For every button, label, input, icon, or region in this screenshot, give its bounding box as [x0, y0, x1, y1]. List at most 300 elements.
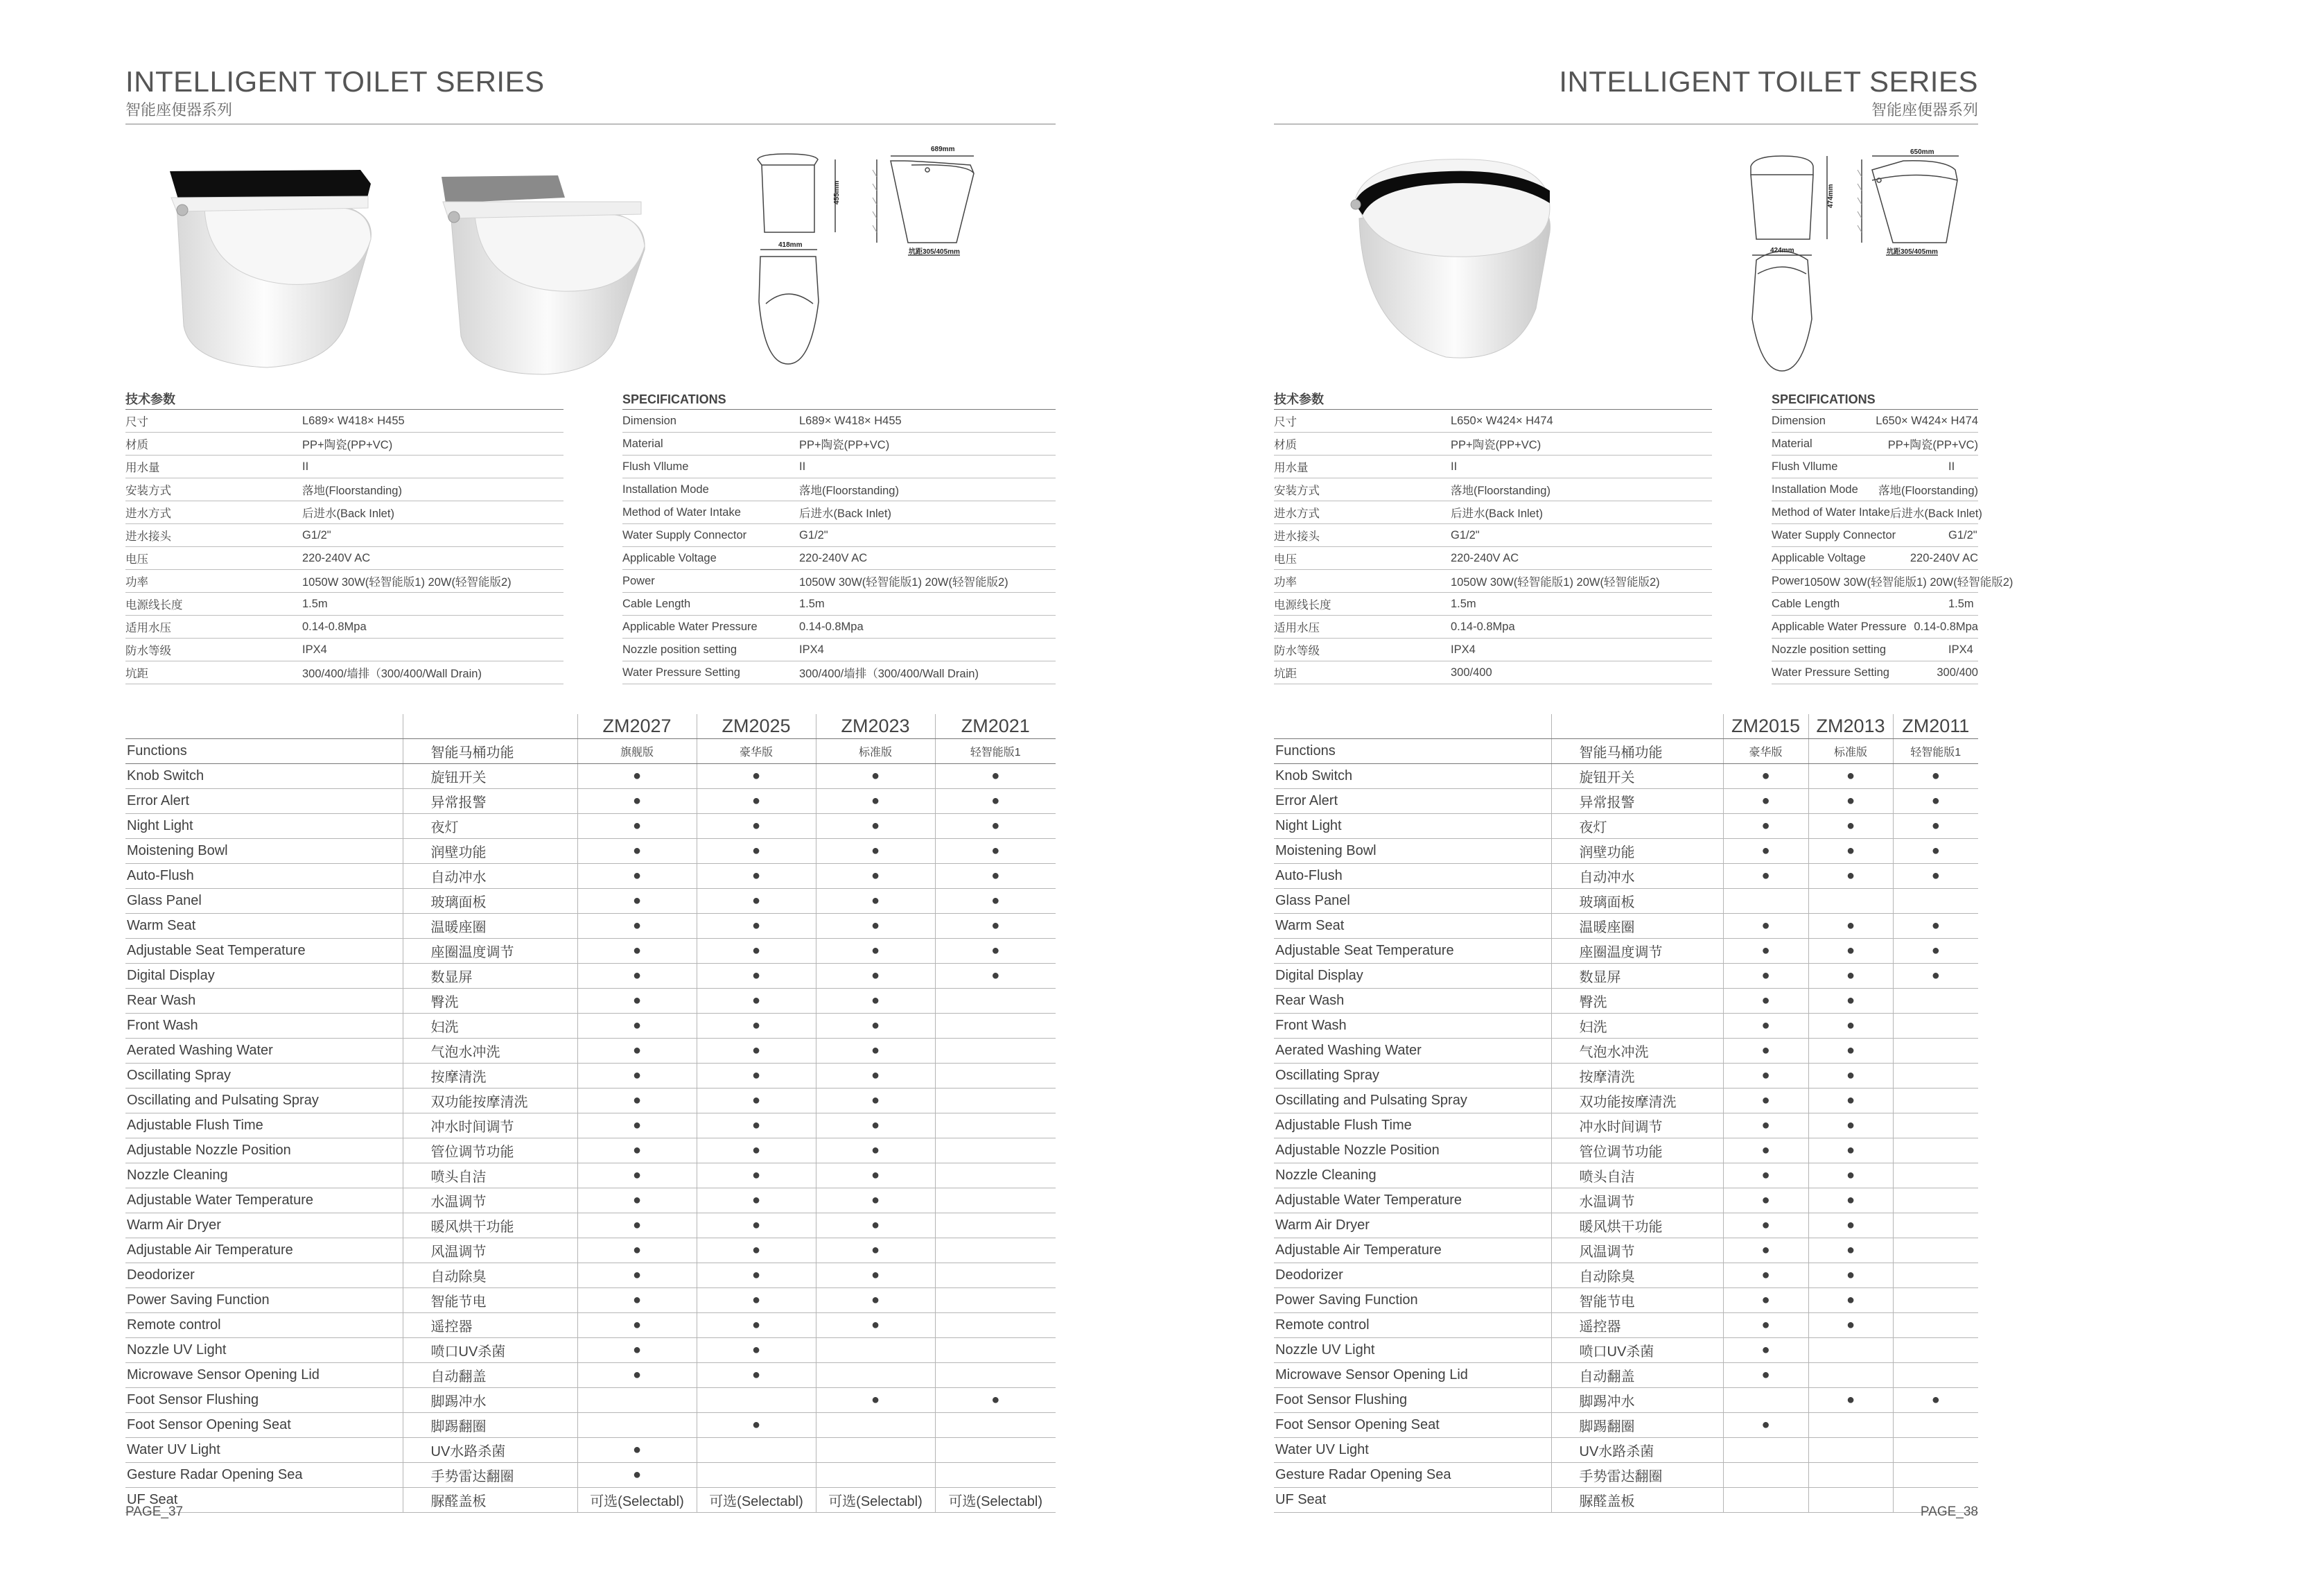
availability-mark: ● — [697, 1138, 816, 1163]
function-name-cn: 润壁功能 — [403, 839, 577, 864]
model-header-row — [1274, 714, 1978, 739]
function-name-cn: 智能节电 — [403, 1288, 577, 1313]
availability-mark: ● — [1723, 964, 1808, 989]
availability-mark: ● — [577, 889, 697, 914]
availability-mark: ● — [577, 1263, 697, 1288]
function-name-cn: 管位调节功能 — [403, 1138, 577, 1163]
availability-mark — [816, 1463, 935, 1488]
function-table — [1274, 714, 1978, 1513]
availability-mark: ● — [816, 1089, 935, 1113]
spec-row — [125, 616, 563, 639]
spec-key: Dimension — [1772, 414, 1826, 427]
spec-key: 适用水压 — [125, 622, 171, 634]
spec-value: G1/2" — [1451, 528, 1480, 541]
availability-mark: ● — [1808, 764, 1893, 789]
availability-mark: ● — [697, 1288, 816, 1313]
spec-value: 300/400/墙排（300/400/Wall Drain) — [799, 668, 979, 680]
spec-row — [125, 547, 563, 570]
availability-mark: ● — [697, 1113, 816, 1138]
availability-mark: ● — [1808, 839, 1893, 864]
availability-mark: ● — [697, 1363, 816, 1388]
availability-mark: ● — [1808, 964, 1893, 989]
availability-mark — [1723, 1388, 1808, 1413]
version-name: 豪华版 — [1723, 739, 1808, 764]
dim-height-label: 474mm — [1827, 184, 1835, 208]
availability-mark: ● — [1808, 814, 1893, 839]
page-number: PAGE_38 — [1920, 1504, 1978, 1519]
availability-mark — [1808, 1413, 1893, 1438]
function-name-cn: 数显屏 — [1551, 964, 1723, 989]
availability-mark: ● — [816, 839, 935, 864]
spec-value: 后进水(Back Inlet) — [1451, 508, 1543, 520]
function-name: Nozzle Cleaning — [1274, 1163, 1551, 1188]
function-name: Foot Sensor Opening Seat — [125, 1413, 403, 1438]
spec-key: 电源线长度 — [125, 599, 183, 612]
version-name: 豪华版 — [697, 739, 816, 764]
availability-mark: ● — [816, 1163, 935, 1188]
function-name-cn: 温暖座圈 — [403, 914, 577, 939]
function-name-cn: 风温调节 — [1551, 1238, 1723, 1263]
spec-key: Power — [1772, 574, 1804, 587]
function-name: UF Seat — [125, 1488, 403, 1513]
availability-mark: ● — [1723, 1039, 1808, 1064]
availability-mark: ● — [1723, 1313, 1808, 1338]
availability-mark — [816, 1438, 935, 1463]
blank-cell — [403, 714, 577, 739]
functions-header-cn: 智能马桶功能 — [1551, 739, 1723, 764]
availability-mark — [816, 1338, 935, 1363]
function-row — [125, 914, 1056, 939]
catalog-page-right — [1162, 0, 2323, 1587]
spec-key: Installation Mode — [622, 483, 709, 496]
availability-mark: ● — [1723, 1338, 1808, 1363]
availability-mark: ● — [1893, 939, 1978, 964]
function-row — [125, 1014, 1056, 1039]
availability-mark: ● — [697, 864, 816, 889]
spec-key: Flush Vllume — [1772, 460, 1838, 473]
availability-mark — [1893, 1238, 1978, 1263]
function-row — [125, 1488, 1056, 1513]
spec-row — [1772, 524, 1978, 547]
availability-mark: ● — [1808, 1113, 1893, 1138]
function-name-cn: 管位调节功能 — [1551, 1138, 1723, 1163]
function-row — [1274, 1138, 1978, 1163]
function-row — [125, 764, 1056, 789]
availability-mark — [577, 1413, 697, 1438]
spec-key: 防水等级 — [1274, 645, 1320, 657]
function-name-cn: 冲水时间调节 — [403, 1113, 577, 1138]
function-name-cn: 暖风烘干功能 — [1551, 1213, 1723, 1238]
availability-mark — [1893, 1138, 1978, 1163]
availability-mark: ● — [697, 1413, 816, 1438]
function-name: Adjustable Nozzle Position — [1274, 1138, 1551, 1163]
spec-row — [1274, 524, 1712, 547]
availability-mark — [1893, 989, 1978, 1014]
spec-value: G1/2" — [302, 528, 331, 541]
function-name-cn: 润壁功能 — [1551, 839, 1723, 864]
version-name: 标准版 — [1808, 739, 1893, 764]
spec-row — [1772, 456, 1978, 478]
function-row — [1274, 1113, 1978, 1138]
header-rule — [125, 123, 1056, 125]
availability-mark — [935, 1263, 1056, 1288]
spec-value: IPX4 — [799, 643, 824, 656]
spec-key: Dimension — [622, 414, 676, 427]
spec-value: 1.5m — [1451, 597, 1476, 610]
spec-key: 进水接头 — [125, 530, 171, 543]
function-name: Foot Sensor Flushing — [1274, 1388, 1551, 1413]
page-subtitle: 智能座便器系列 — [1871, 101, 1978, 119]
spec-value: II — [1948, 460, 1955, 473]
spec-value: IPX4 — [302, 643, 327, 656]
function-row — [1274, 1313, 1978, 1338]
spec-heading: 技术参数 — [125, 390, 563, 410]
toilet-photo-round — [1342, 149, 1571, 371]
availability-mark: ● — [1808, 914, 1893, 939]
spec-table-en — [1772, 390, 2013, 684]
spec-row — [125, 661, 563, 684]
page-subtitle: 智能座便器系列 — [125, 101, 233, 119]
blank-cell — [1551, 714, 1723, 739]
availability-mark — [1893, 1014, 1978, 1039]
spec-value: L689× W418× H455 — [302, 414, 405, 427]
function-row — [125, 1138, 1056, 1163]
spec-key: Applicable Voltage — [622, 551, 717, 564]
function-name: Rear Wash — [1274, 989, 1551, 1014]
availability-mark — [1893, 1313, 1978, 1338]
availability-mark: ● — [577, 939, 697, 964]
spec-key: Cable Length — [1772, 597, 1840, 610]
function-row — [1274, 1163, 1978, 1188]
function-row — [125, 839, 1056, 864]
availability-mark — [1808, 1363, 1893, 1388]
function-row — [1274, 1238, 1978, 1263]
function-name: Adjustable Air Temperature — [125, 1238, 403, 1263]
dim-pitch-label: 坑距305/405mm — [909, 248, 960, 256]
function-name: Warm Air Dryer — [1274, 1213, 1551, 1238]
model-name: ZM2025 — [697, 714, 816, 739]
availability-mark: ● — [816, 864, 935, 889]
availability-mark: ● — [697, 914, 816, 939]
availability-mark: ● — [1808, 1138, 1893, 1163]
spec-row — [125, 501, 563, 524]
model-name: ZM2013 — [1808, 714, 1893, 739]
availability-mark: ● — [816, 1238, 935, 1263]
availability-mark: ● — [816, 1388, 935, 1413]
function-name-cn: 妇洗 — [1551, 1014, 1723, 1039]
function-name: Remote control — [125, 1313, 403, 1338]
availability-mark: ● — [816, 1213, 935, 1238]
spec-key: 材质 — [125, 439, 148, 451]
function-row — [125, 864, 1056, 889]
spec-key: Nozzle position setting — [622, 643, 737, 656]
spec-row — [622, 410, 1056, 433]
spec-key: Flush Vllume — [622, 460, 689, 473]
function-name-cn: 遥控器 — [403, 1313, 577, 1338]
availability-mark: ● — [1808, 1213, 1893, 1238]
spec-value: 220-240V AC — [1451, 551, 1519, 564]
spec-row — [622, 456, 1056, 478]
spec-table-cn — [1274, 390, 1712, 684]
availability-mark: ● — [816, 1313, 935, 1338]
page-number: PAGE_37 — [125, 1504, 184, 1519]
spec-heading: SPECIFICATIONS — [622, 390, 1056, 410]
availability-mark: ● — [697, 1039, 816, 1064]
spec-value: PP+陶瓷(PP+VC) — [1887, 439, 1978, 451]
availability-mark: ● — [1893, 914, 1978, 939]
function-name: Power Saving Function — [125, 1288, 403, 1313]
dim-length-label: 650mm — [1910, 148, 1934, 156]
availability-mark — [1893, 1288, 1978, 1313]
availability-mark: ● — [1723, 1163, 1808, 1188]
availability-mark — [935, 1213, 1056, 1238]
function-row — [1274, 1089, 1978, 1113]
spec-key: Water Pressure Setting — [622, 666, 740, 679]
availability-mark: ● — [1723, 914, 1808, 939]
function-table — [125, 714, 1056, 1513]
function-name-cn: 夜灯 — [1551, 814, 1723, 839]
spec-key: 安装方式 — [125, 485, 171, 497]
spec-key: 防水等级 — [125, 645, 171, 657]
spec-value: IPX4 — [1451, 643, 1476, 656]
spec-table-en — [622, 390, 1056, 684]
spec-row — [1772, 570, 2013, 593]
spec-key: 进水接头 — [1274, 530, 1320, 543]
version-header-row — [1274, 739, 1978, 764]
availability-mark — [935, 1163, 1056, 1188]
function-row — [1274, 1413, 1978, 1438]
function-row — [1274, 1263, 1978, 1288]
availability-mark: ● — [816, 764, 935, 789]
function-name-cn: 遥控器 — [1551, 1313, 1723, 1338]
spec-key: Method of Water Intake — [622, 505, 741, 519]
function-row — [1274, 1064, 1978, 1089]
availability-mark: ● — [577, 1463, 697, 1488]
function-name: Adjustable Flush Time — [125, 1113, 403, 1138]
function-name-cn: 臀洗 — [1551, 989, 1723, 1014]
availability-mark: ● — [697, 1238, 816, 1263]
availability-mark — [1893, 889, 1978, 914]
spec-value: 220-240V AC — [1910, 551, 1978, 564]
availability-mark: ● — [697, 1163, 816, 1188]
function-name: Aerated Washing Water — [125, 1039, 403, 1064]
availability-mark: ● — [697, 1188, 816, 1213]
function-name: Nozzle Cleaning — [125, 1163, 403, 1188]
function-row — [125, 939, 1056, 964]
availability-mark — [935, 1363, 1056, 1388]
function-row — [125, 1213, 1056, 1238]
spec-heading: 技术参数 — [1274, 390, 1712, 410]
availability-mark: ● — [1723, 789, 1808, 814]
function-row — [125, 789, 1056, 814]
spec-row — [622, 478, 1056, 501]
page-title: INTELLIGENT TOILET SERIES — [1559, 65, 1978, 98]
availability-mark: ● — [697, 1263, 816, 1288]
spec-row — [1274, 593, 1712, 616]
function-row — [125, 1388, 1056, 1413]
spec-row — [125, 456, 563, 478]
spec-key: 进水方式 — [1274, 508, 1320, 520]
availability-mark — [1893, 1463, 1978, 1488]
spec-key: Cable Length — [622, 597, 691, 610]
function-row — [1274, 989, 1978, 1014]
function-row — [1274, 864, 1978, 889]
availability-mark: ● — [577, 1138, 697, 1163]
availability-mark — [935, 1438, 1056, 1463]
spec-value: II — [799, 460, 806, 473]
function-name: Rear Wash — [125, 989, 403, 1014]
spec-key: 进水方式 — [125, 508, 171, 520]
spec-value: L689× W418× H455 — [799, 414, 902, 427]
spec-value: 1.5m — [799, 597, 825, 610]
spec-value: PP+陶瓷(PP+VC) — [799, 439, 890, 451]
function-row — [1274, 1363, 1978, 1388]
function-name-cn: 脚踢冲水 — [403, 1388, 577, 1413]
function-name-cn: 臀洗 — [403, 989, 577, 1014]
function-name: Error Alert — [1274, 789, 1551, 814]
spec-row — [622, 570, 1056, 593]
function-name-cn: 脚踢翻圈 — [1551, 1413, 1723, 1438]
function-name: Water UV Light — [125, 1438, 403, 1463]
function-row — [125, 1188, 1056, 1213]
availability-mark: ● — [816, 1138, 935, 1163]
functions-header: Functions — [125, 739, 403, 764]
availability-mark — [1893, 1064, 1978, 1089]
availability-mark: ● — [577, 1188, 697, 1213]
availability-mark — [816, 1363, 935, 1388]
function-name-cn: 气泡水冲洗 — [403, 1039, 577, 1064]
availability-mark: ● — [1893, 764, 1978, 789]
function-name-cn: 旋钮开关 — [403, 764, 577, 789]
function-name: Foot Sensor Opening Seat — [1274, 1413, 1551, 1438]
dim-width-label: 424mm — [1770, 247, 1794, 254]
spec-value: 0.14-0.8Mpa — [1451, 620, 1515, 633]
availability-mark: ● — [697, 1213, 816, 1238]
availability-mark — [1893, 1263, 1978, 1288]
function-name: Adjustable Air Temperature — [1274, 1238, 1551, 1263]
spec-row — [622, 639, 1056, 661]
availability-mark: ● — [816, 1064, 935, 1089]
availability-mark: ● — [697, 989, 816, 1014]
availability-mark — [935, 1014, 1056, 1039]
function-name: Moistening Bowl — [125, 839, 403, 864]
availability-mark — [1893, 1163, 1978, 1188]
function-name: Adjustable Water Temperature — [1274, 1188, 1551, 1213]
dim-height-label: 455mm — [833, 180, 841, 205]
spec-key: Applicable Water Pressure — [622, 620, 758, 633]
spec-key: 坑距 — [1274, 668, 1297, 680]
availability-mark — [935, 1338, 1056, 1363]
spec-key: Applicable Water Pressure — [1772, 620, 1907, 633]
function-name: Glass Panel — [125, 889, 403, 914]
function-name: Foot Sensor Flushing — [125, 1388, 403, 1413]
availability-mark: ● — [935, 789, 1056, 814]
availability-mark: ● — [1723, 1288, 1808, 1313]
availability-mark — [1723, 1488, 1808, 1513]
availability-mark — [697, 1463, 816, 1488]
function-name-cn: 自动冲水 — [403, 864, 577, 889]
availability-mark: ● — [1723, 839, 1808, 864]
availability-mark — [1808, 1463, 1893, 1488]
availability-mark: ● — [816, 789, 935, 814]
availability-mark: ● — [577, 814, 697, 839]
availability-mark: ● — [1723, 1263, 1808, 1288]
availability-mark — [816, 1413, 935, 1438]
availability-mark: ● — [935, 964, 1056, 989]
availability-mark: ● — [1808, 1388, 1893, 1413]
function-name: Oscillating Spray — [1274, 1064, 1551, 1089]
availability-mark — [935, 1238, 1056, 1263]
function-name-cn: 自动除臭 — [403, 1263, 577, 1288]
spec-value: 落地(Floorstanding) — [302, 485, 402, 497]
spec-key: 材质 — [1274, 439, 1297, 451]
spec-key: 电压 — [125, 553, 148, 566]
function-name-cn: 自动翻盖 — [1551, 1363, 1723, 1388]
spec-row — [1274, 478, 1712, 501]
function-row — [125, 1413, 1056, 1438]
availability-mark: ● — [1723, 864, 1808, 889]
function-name-cn: 风温调节 — [403, 1238, 577, 1263]
availability-mark — [935, 1089, 1056, 1113]
spec-key: Material — [1772, 437, 1812, 450]
availability-mark: ● — [935, 1388, 1056, 1413]
function-name-cn: 温暖座圈 — [1551, 914, 1723, 939]
spec-row — [1772, 410, 1978, 433]
function-name: Adjustable Nozzle Position — [125, 1138, 403, 1163]
spec-value: 300/400/墙排（300/400/Wall Drain) — [302, 668, 482, 680]
availability-mark: ● — [577, 1213, 697, 1238]
version-name: 轻智能版1 — [1893, 739, 1978, 764]
availability-mark: ● — [1723, 1413, 1808, 1438]
spec-value: II — [302, 460, 309, 473]
spec-row — [622, 547, 1056, 570]
function-name-cn: 手势雷达翻圈 — [1551, 1463, 1723, 1488]
function-name: Microwave Sensor Opening Lid — [1274, 1363, 1551, 1388]
function-row — [1274, 764, 1978, 789]
spec-key: 坑距 — [125, 668, 148, 680]
availability-mark: ● — [1723, 1138, 1808, 1163]
spec-value: 1050W 30W(轻智能版1) 20W(轻智能版2) — [799, 576, 1008, 589]
availability-mark: ● — [935, 814, 1056, 839]
spec-value: 1.5m — [1948, 597, 1974, 610]
availability-mark: ● — [577, 1089, 697, 1113]
function-row — [125, 1463, 1056, 1488]
availability-mark: ● — [577, 1438, 697, 1463]
function-name: Nozzle UV Light — [125, 1338, 403, 1363]
function-row — [1274, 889, 1978, 914]
model-header-row — [125, 714, 1056, 739]
function-row — [1274, 1463, 1978, 1488]
function-row — [125, 1363, 1056, 1388]
function-name-cn: 智能节电 — [1551, 1288, 1723, 1313]
availability-mark — [1893, 1338, 1978, 1363]
availability-mark — [935, 1463, 1056, 1488]
header-rule — [1274, 123, 1978, 125]
availability-mark: ● — [1808, 1313, 1893, 1338]
spec-key: Method of Water Intake — [1772, 505, 1890, 519]
availability-mark — [1808, 1488, 1893, 1513]
spec-row — [622, 501, 1056, 524]
function-row — [125, 1238, 1056, 1263]
blank-cell — [1274, 714, 1551, 739]
function-name: Front Wash — [125, 1014, 403, 1039]
availability-mark — [1893, 1039, 1978, 1064]
function-name: Moistening Bowl — [1274, 839, 1551, 864]
spec-row — [125, 524, 563, 547]
spec-heading: SPECIFICATIONS — [1772, 390, 1978, 410]
function-name-cn: 数显屏 — [403, 964, 577, 989]
spec-row — [622, 433, 1056, 456]
